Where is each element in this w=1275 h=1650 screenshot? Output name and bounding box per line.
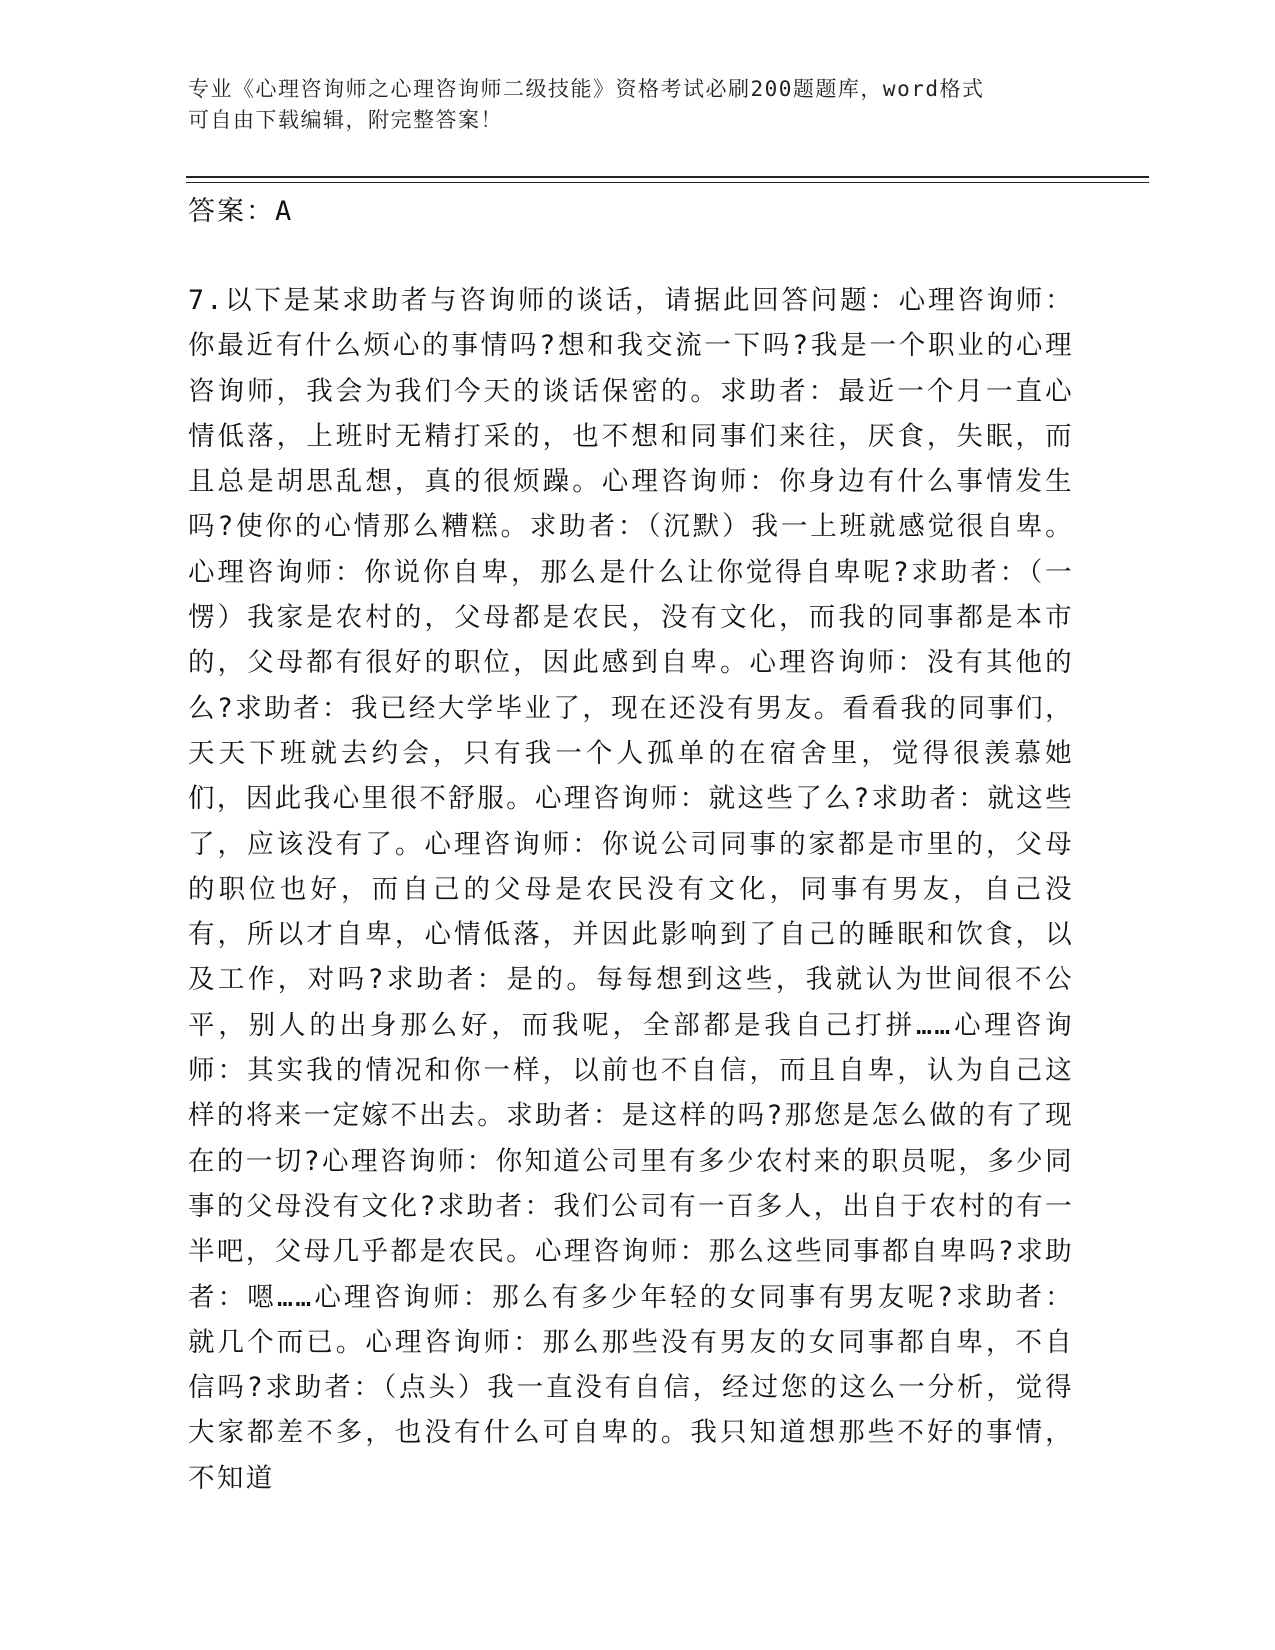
page-header	[188, 74, 1068, 136]
answer-line: 答案：A	[188, 196, 294, 227]
question-7-text: 7.以下是某求助者与咨询师的谈话，请据此回答问题：心理咨询师：你最近有什么烦心的事情吗?想和我交流一下吗?我是一个职业的心理咨询师，我会为我们今天的谈话保密的。求助者：最近一个月一直心情低落，上班时无精打采的，也不想和同事们来往，厌食，失眠，而且总是胡思乱想，真的很烦躁。心理咨询师：你身边有什么事情发生吗?使你的心情那么糟糕。求助者：（沉默）我一上班就感觉很自卑。心理咨询师：你说你自卑，那么是什么让你觉得自卑呢?求助者：（一愣）我家是农村的，父母都是农民，没有文化，而我的同事都是本市的，父母都有很好的职位，因此感到自卑。心理咨询师：没有其他的么?求助者：我已经大学毕业了，现在还没有男友。看看我的同事们，天天下班就去约会，只有我一个人孤单的在宿舍里，觉得很羡慕她们，因此我心里很不舒服。心理咨询师：就这些了么?求助者：就这些了，应该没有了。心理咨询师：你说公司同事的家都是市里的，父母的职位也好，而自己的父母是农民没有文化，同事有男友，自己没有，所以才自卑，心情低落，并因此影响到了自己的睡眠和饮食，以及工作，对吗?求助者：是的。每每想到这些，我就认为世间很不公平，别人的出身那么好，而我呢，全部都是我自己打拼……心理咨询师：其实我的情况和你一样，以前也不自信，而且自卑，认为自己这样的将来一定嫁不出去。求助者：是这样的吗?那您是怎么做的有了现在的一切?心理咨询师：你知道公司里有多少农村来的职员呢，多少同事的父母没有文化?求助者：我们公司有一百多人，出自于农村的有一半吧，父母几乎都是农民。心理咨询师：那么这些同事都自卑吗?求助者：嗯……心理咨询师：那么有多少年轻的女同事有男友呢?求助者：就几个而已。心理咨询师：那么那些没有男友的女同事都自卑，不自信吗?求助者：（点头）我一直没有自信，经过您的这么一分析，觉得大家都差不多，也没有什么可自卑的。我只知道想那些不好的事情，不知道	[188, 285, 1074, 1494]
header-line-2: 可自由下载编辑，附完整答案！	[188, 108, 503, 132]
header-divider-thin	[186, 182, 1149, 183]
header-divider-thick	[186, 176, 1149, 178]
header-line-1: 专业《心理咨询师之心理咨询师二级技能》资格考试必刷200题题库，word格式	[188, 77, 985, 101]
